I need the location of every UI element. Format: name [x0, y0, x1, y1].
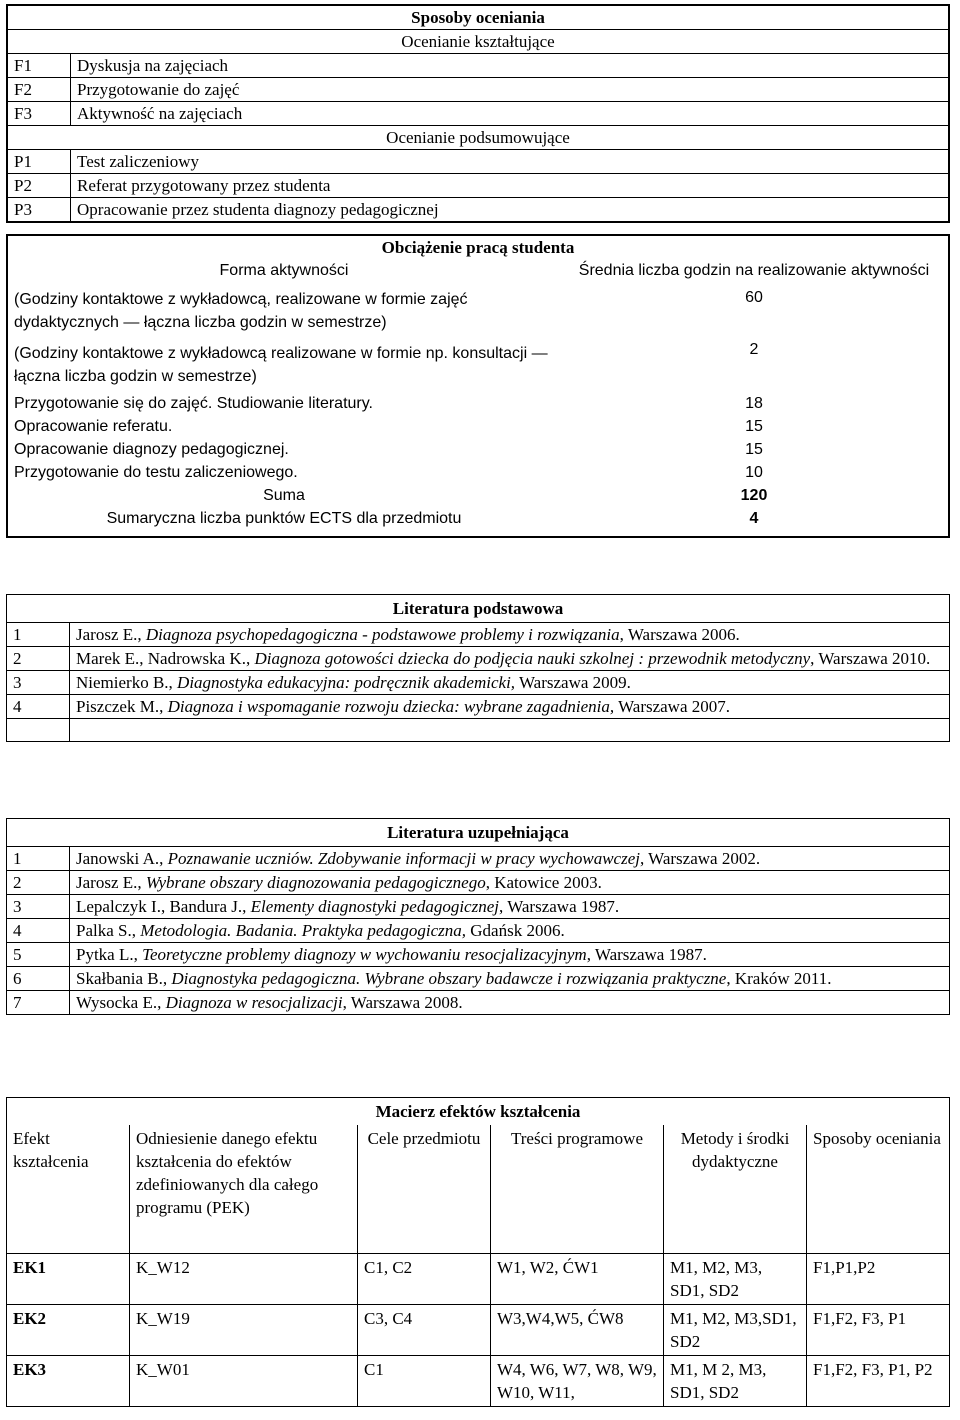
- literature-item: 1 Janowski A., Poznawanie uczniów. Zdobywanie informacji w pracy wychowawczej, Warszawa 2002.: [7, 847, 950, 871]
- workload-row: (Godziny kontaktowe z wykładowcą, realizowane w formie zajęć dydaktycznych — łączna liczba godzin w semestrze) 60: [14, 289, 763, 331]
- ects-value: 4: [749, 510, 759, 527]
- workload-row: Przygotowanie się do zajęć. Studiowanie literatury. 18: [14, 395, 763, 412]
- literature-item: 3 Lepalczyk I., Bandura J., Elementy diagnostyki pedagogicznej, Warszawa 1987.: [7, 895, 950, 919]
- matrix-row: EK3 K_W01 C1 W4, W6, W7, W8, W9, W10, W11, M1, M 2, M3, SD1, SD2 F1,F2, F3, P1, P2: [7, 1355, 950, 1406]
- matrix-header-row: Efekt kształcenia Odniesienie danego efektu kształcenia do efektów zdefiniowanych dla całego programu (PEK) Cele przedmiotu Treści programowe Metody i środki dydaktyczne Sposoby oceniania: [7, 1125, 950, 1253]
- assessment-methods-table: [6, 4, 950, 223]
- literature-item: 2 Marek E., Nadrowska K., Diagnoza gotowości dziecka do podjęcia nauki szkolnej : przewodnik metodyczny, Warszawa 2010.: [7, 647, 950, 671]
- literature-item: 4 Palka S., Metodologia. Badania. Praktyka pedagogiczna, Gdańsk 2006.: [7, 919, 950, 943]
- workload-col-activity: Forma aktywności: [219, 262, 349, 279]
- supplementary-literature-title: Literatura uzupełniająca: [7, 819, 950, 847]
- summative-row: P1 Test zaliczeniowy: [7, 150, 949, 174]
- workload-row: Opracowanie referatu. 15: [14, 418, 763, 435]
- formative-title: Ocenianie kształtujące: [7, 30, 949, 54]
- empty-row: [7, 719, 950, 742]
- literature-item: 7 Wysocka E., Diagnoza w resocjalizacji, Warszawa 2008.: [7, 991, 950, 1015]
- workload-title: Obciążenie pracą studenta: [381, 238, 575, 257]
- supplementary-literature-table: [6, 818, 950, 1015]
- workload-sum-value: 120: [740, 487, 768, 504]
- literature-item: 4 Piszczek M., Diagnoza i wspomaganie rozwoju dziecka: wybrane zagadnienia, Warszawa 2007.: [7, 695, 950, 719]
- assessment-methods-title: Sposoby oceniania: [7, 5, 949, 30]
- literature-item: 3 Niemierko B., Diagnostyka edukacyjna: podręcznik akademicki, Warszawa 2009.: [7, 671, 950, 695]
- literature-item: 6 Skałbania B., Diagnostyka pedagogiczna. Wybrane obszary badawcze i rozwiązania praktyczne, Kraków 2011.: [7, 967, 950, 991]
- ects-label: Sumaryczna liczba punktów ECTS dla przedmiotu: [106, 510, 462, 527]
- literature-item: 1 Jarosz E., Diagnoza psychopedagogiczna - podstawowe problemy i rozwiązania, Warszawa 2006.: [7, 623, 950, 647]
- formative-row: F1 Dyskusja na zajęciach: [7, 54, 949, 78]
- workload-table: [6, 234, 950, 538]
- literature-item: 5 Pytka L., Teoretyczne problemy diagnozy w wychowaniu resocjalizacyjnym, Warszawa 1987.: [7, 943, 950, 967]
- learning-outcomes-matrix: [6, 1097, 950, 1407]
- basic-literature-title: Literatura podstawowa: [7, 595, 950, 623]
- summative-row: P3 Opracowanie przez studenta diagnozy pedagogicznej: [7, 198, 949, 223]
- matrix-title: Macierz efektów kształcenia: [7, 1098, 950, 1126]
- workload-row: Opracowanie diagnozy pedagogicznej. 15: [14, 441, 763, 458]
- summative-title: Ocenianie podsumowujące: [7, 126, 949, 150]
- literature-item: 2 Jarosz E., Wybrane obszary diagnozowania pedagogicznego, Katowice 2003.: [7, 871, 950, 895]
- workload-sum-label: Suma: [263, 487, 305, 504]
- summative-row: P2 Referat przygotowany przez studenta: [7, 174, 949, 198]
- formative-row: F2 Przygotowanie do zajęć: [7, 78, 949, 102]
- workload-row: Przygotowanie do testu zaliczeniowego. 10: [14, 464, 763, 481]
- workload-row: (Godziny kontaktowe z wykładowcą realizowane w formie np. konsultacji — łączna liczba godzin w semestrze) 2: [14, 341, 759, 385]
- matrix-row: EK1 K_W12 C1, C2 W1, W2, ĆW1 M1, M2, M3, SD1, SD2 F1,P1,P2: [7, 1253, 950, 1304]
- formative-row: F3 Aktywność na zajęciach: [7, 102, 949, 126]
- workload-col-hours: Średnia liczba godzin na realizowanie aktywności: [578, 262, 930, 279]
- basic-literature-table: [6, 594, 950, 742]
- matrix-row: EK2 K_W19 C3, C4 W3,W4,W5, ĆW8 M1, M2, M3,SD1, SD2 F1,F2, F3, P1: [7, 1304, 950, 1355]
